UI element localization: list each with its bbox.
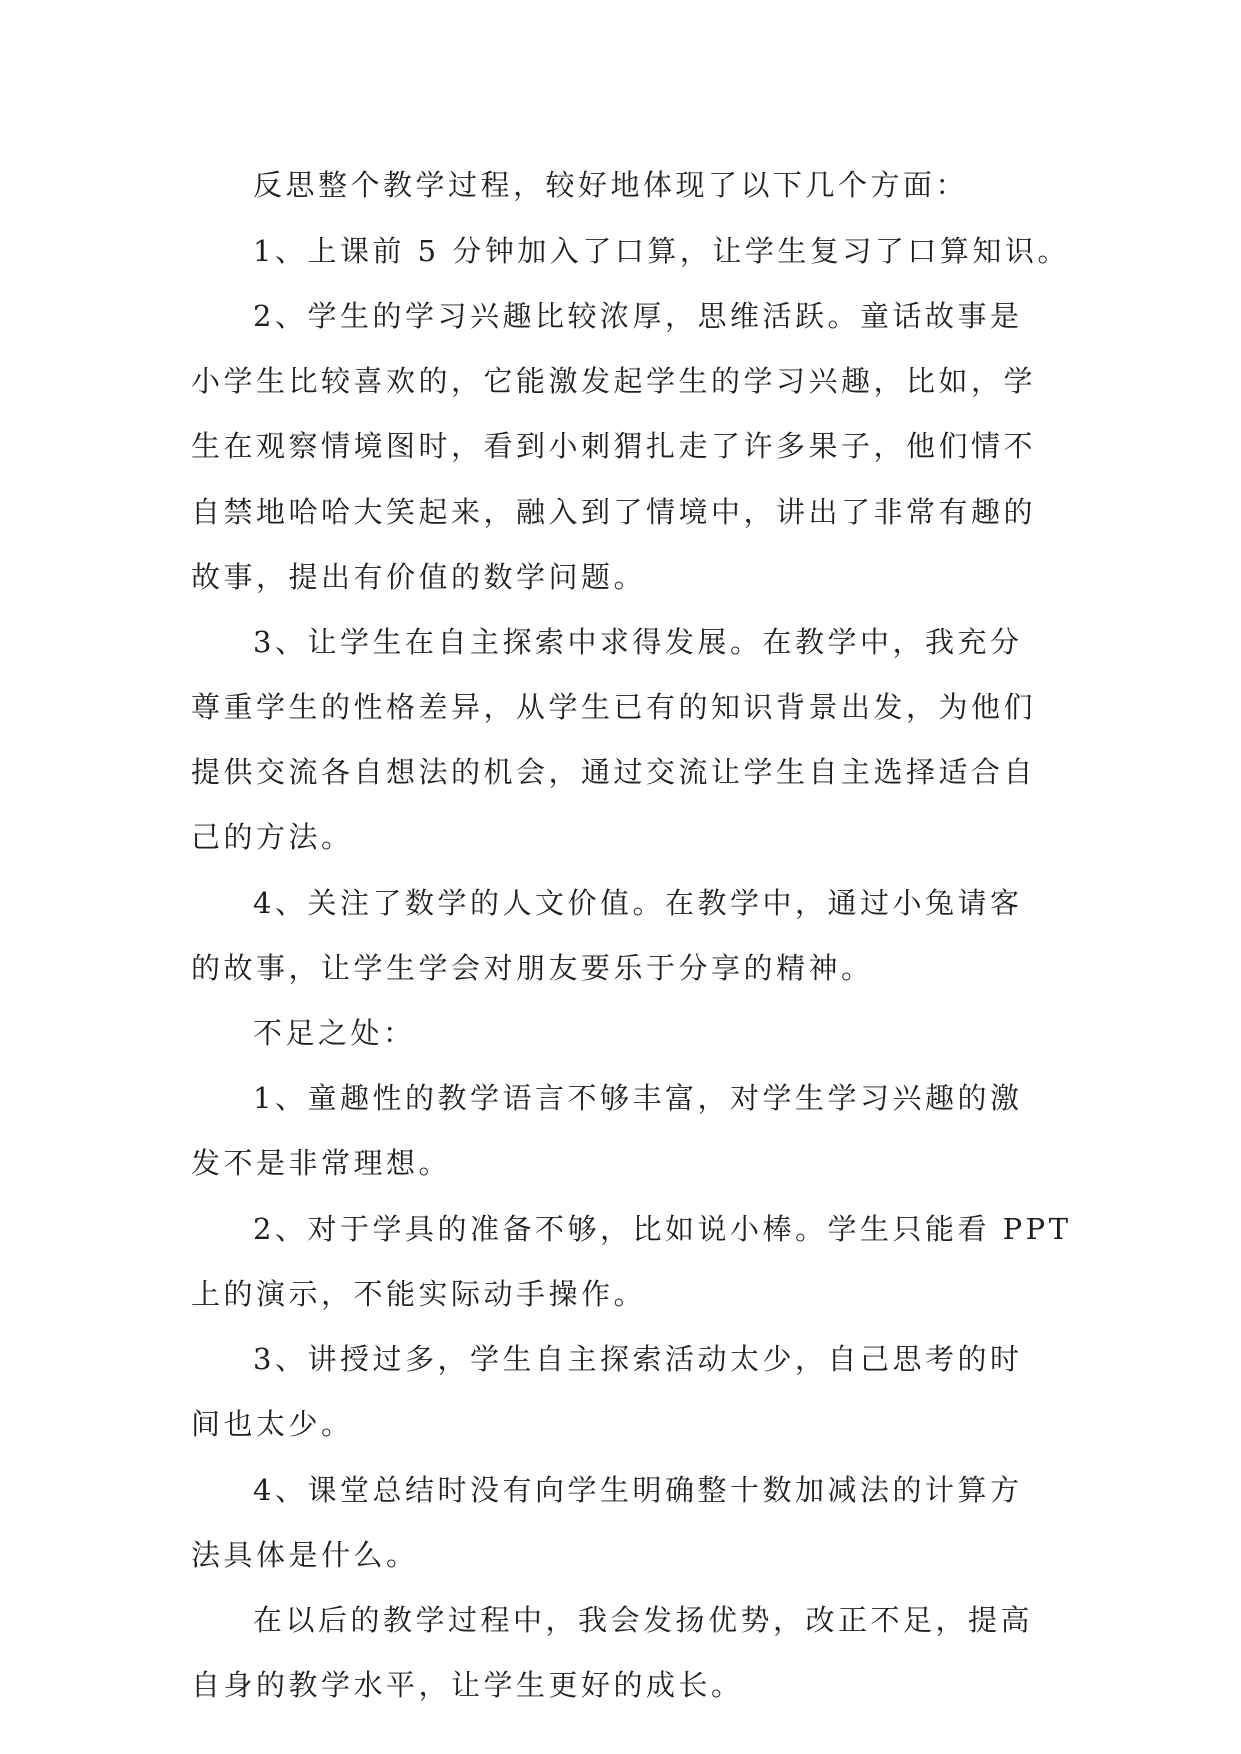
shortcoming-1-line-2: 发不是非常理想。 [191,1146,452,1180]
shortcoming-3-line-2: 间也太少。 [191,1407,354,1441]
strength-3-line-2: 尊重学生的性格差异，从学生已有的知识背景出发，为他们 [191,690,1037,724]
intro-line: 反思整个教学过程，较好地体现了以下几个方面： [253,168,969,202]
conclusion-line-1: 在以后的教学过程中，我会发扬优势，改正不足，提高 [253,1603,1034,1637]
strength-3-line-3: 提供交流各自想法的机会，通过交流让学生自主选择适合自 [191,755,1037,789]
shortcoming-2-line-2: 上的演示，不能实际动手操作。 [191,1277,647,1311]
shortcomings-heading: 不足之处： [253,1016,416,1050]
shortcoming-2-line-1: 2、对于学具的准备不够，比如说小棒。学生只能看 PPT [253,1212,1072,1246]
strength-2-line-5: 故事，提出有价值的数学问题。 [191,560,647,594]
strength-3-line-4: 己的方法。 [191,820,354,854]
shortcoming-3-line-1: 3、讲授过多，学生自主探索活动太少，自己思考的时 [253,1342,1023,1376]
strength-1-line: 1、上课前 5 分钟加入了口算，让学生复习了口算知识。 [253,234,1070,268]
strength-3-line-1: 3、让学生在自主探索中求得发展。在教学中，我充分 [253,625,1023,659]
strength-2-line-2: 小学生比较喜欢的，它能激发起学生的学习兴趣，比如，学 [191,364,1037,398]
shortcoming-1-line-1: 1、童趣性的教学语言不够丰富，对学生学习兴趣的激 [253,1081,1023,1115]
strength-4-line-2: 的故事，让学生学会对朋友要乐于分享的精神。 [191,951,874,985]
strength-2-line-3: 生在观察情境图时，看到小刺猬扎走了许多果子，他们情不 [191,429,1037,463]
strength-4-line-1: 4、关注了数学的人文价值。在教学中，通过小兔请客 [253,886,1023,920]
shortcoming-4-line-1: 4、课堂总结时没有向学生明确整十数加减法的计算方 [253,1473,1023,1507]
strength-2-line-4: 自禁地哈哈大笑起来，融入到了情境中，讲出了非常有趣的 [191,495,1037,529]
strength-2-line-1: 2、学生的学习兴趣比较浓厚，思维活跃。童话故事是 [253,299,1023,333]
conclusion-line-2: 自身的教学水平，让学生更好的成长。 [191,1668,744,1702]
shortcoming-4-line-2: 法具体是什么。 [191,1538,419,1572]
